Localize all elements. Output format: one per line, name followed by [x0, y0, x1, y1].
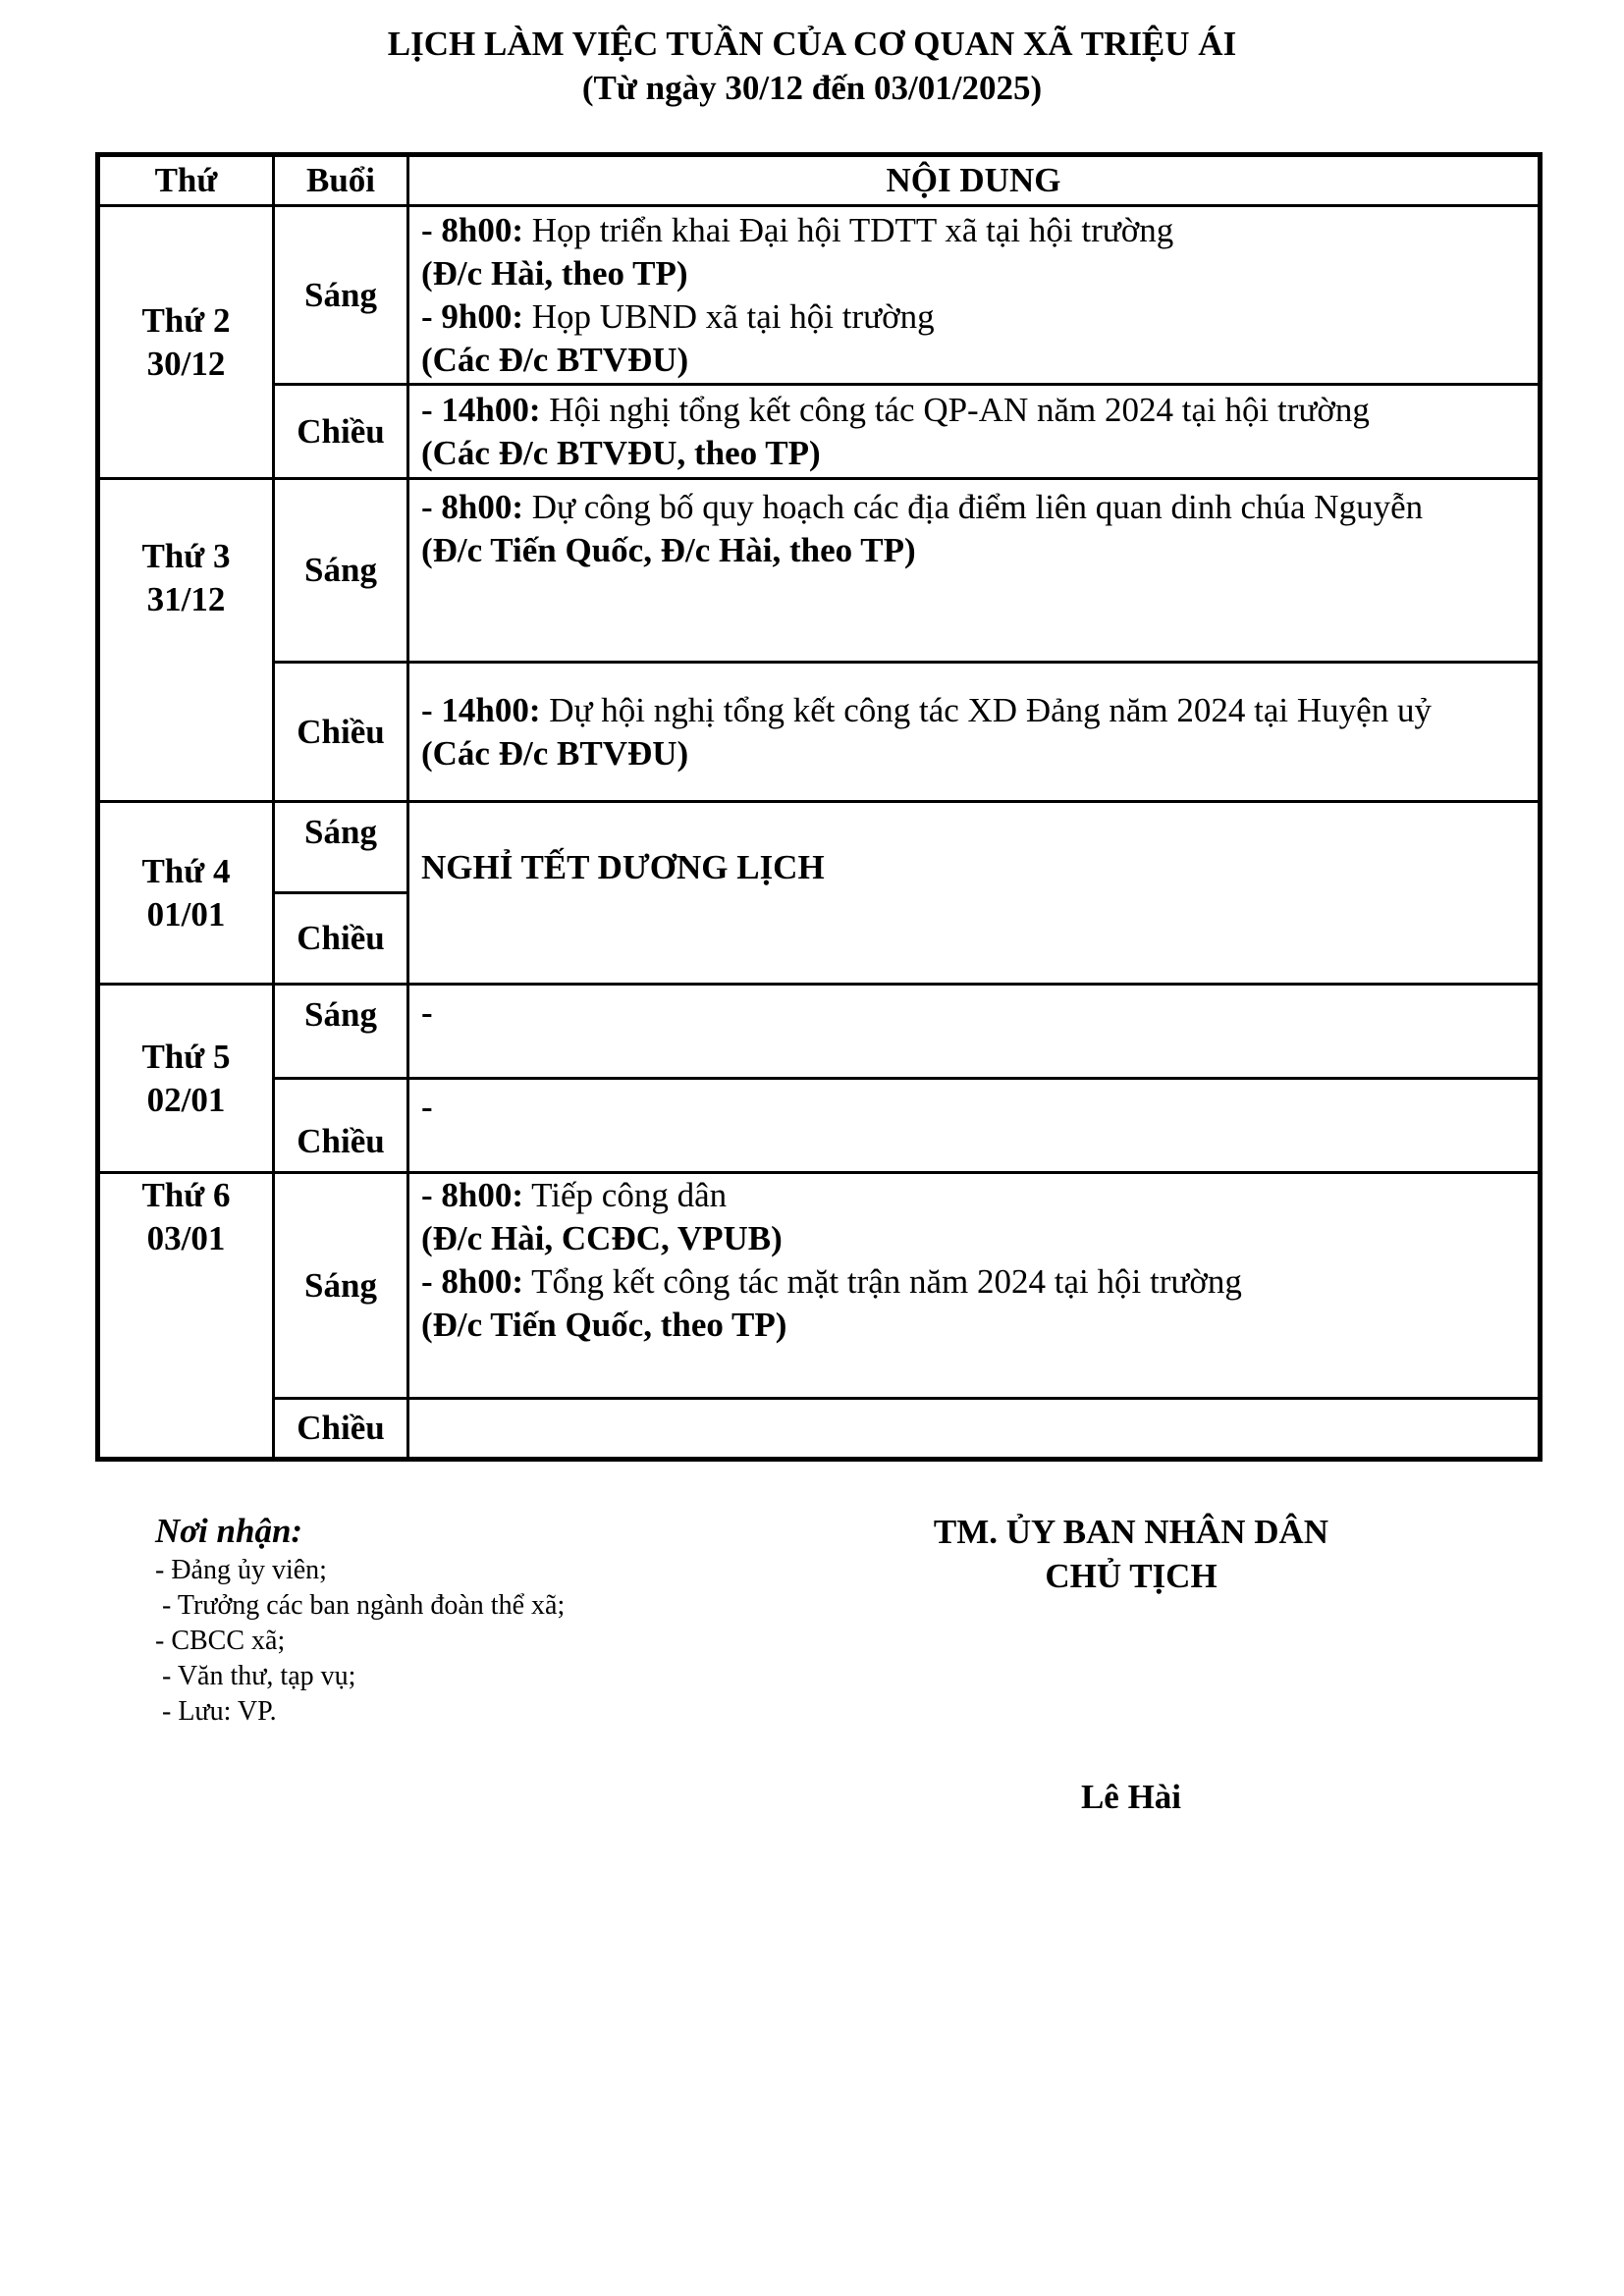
table-row: [98, 663, 1541, 802]
table-header-row: [98, 155, 1541, 206]
session-afternoon: Chiều: [274, 1079, 408, 1173]
agenda-item: - 8h00: Họp triển khai Đại hội TDTT xã tại hội trường: [421, 210, 1174, 249]
column-header-session: Buổi: [274, 155, 408, 206]
day-cell-thursday: [98, 985, 274, 1173]
date-label: 31/12: [146, 580, 226, 618]
session-afternoon: Chiều: [274, 385, 408, 479]
agenda-attendees: (Đ/c Tiến Quốc, theo TP): [421, 1306, 787, 1344]
agenda-attendees: (Đ/c Tiến Quốc, Đ/c Hài, theo TP): [421, 531, 916, 569]
day-cell-wednesday: [98, 802, 274, 985]
weekday-label: Thứ 6: [141, 1176, 231, 1214]
weekday-label: Thứ 3: [141, 537, 231, 575]
content-cell-empty: [408, 1399, 1541, 1460]
agenda-item: - 14h00: Dự hội nghị tổng kết công tác XD Đảng năm 2024 tại Huyện uỷ: [421, 690, 1432, 729]
session-morning: Sáng: [274, 479, 408, 663]
recipient-item: - Lưu: VP.: [155, 1696, 277, 1727]
table-row: [98, 802, 1541, 893]
session-morning: Sáng: [274, 985, 408, 1079]
agenda-item: - 8h00: Tổng kết công tác mặt trận năm 2024 tại hội trường: [421, 1262, 1242, 1301]
session-morning: Sáng: [274, 802, 408, 893]
recipient-item: - Trưởng các ban ngành đoàn thể xã;: [155, 1590, 566, 1621]
day-cell-monday: [98, 206, 274, 479]
session-morning: Sáng: [274, 1173, 408, 1399]
recipient-item: - Văn thư, tạp vụ;: [155, 1661, 356, 1691]
content-cell: [408, 206, 1541, 385]
document-title: LỊCH LÀM VIỆC TUẦN CỦA CƠ QUAN XÃ TRIỆU ÁI: [387, 25, 1237, 63]
recipient-item: - CBCC xã;: [155, 1626, 286, 1656]
table-row: [98, 1399, 1541, 1460]
column-header-content: NỘI DUNG: [408, 155, 1541, 206]
weekday-label: Thứ 2: [141, 300, 231, 340]
content-cell: -: [408, 1079, 1541, 1173]
signature-block: [846, 1510, 1416, 1598]
date-label: 03/01: [146, 1219, 226, 1257]
holiday-notice: NGHỈ TẾT DƯƠNG LỊCH: [421, 848, 825, 886]
content-cell: [408, 479, 1541, 663]
signature-position: CHỦ TỊCH: [1045, 1557, 1218, 1595]
agenda-attendees: (Các Đ/c BTVĐU, theo TP): [421, 433, 821, 472]
date-label: 01/01: [146, 894, 226, 934]
agenda-item: - 9h00: Họp UBND xã tại hội trường: [421, 296, 935, 336]
weekday-label: Thứ 4: [141, 851, 231, 890]
agenda-attendees: (Đ/c Hài, CCĐC, VPUB): [421, 1219, 783, 1257]
agenda-attendees: (Các Đ/c BTVĐU): [421, 340, 689, 379]
signer-name: Lê Hài: [1080, 1778, 1182, 1816]
table-row: [98, 985, 1541, 1079]
content-cell: [408, 1173, 1541, 1399]
schedule-table: [95, 152, 1543, 1462]
recipient-item: - Đảng ủy viên;: [155, 1555, 327, 1585]
day-cell-tuesday: [98, 479, 274, 802]
table-row: [98, 385, 1541, 479]
document-subtitle: (Từ ngày 30/12 đến 03/01/2025): [581, 69, 1043, 107]
agenda-item: - 8h00: Tiếp công dân: [421, 1176, 728, 1214]
signature-org: TM. ỦY BAN NHÂN DÂN: [933, 1513, 1329, 1551]
content-cell-holiday: [408, 802, 1541, 985]
recipients-block: [155, 1510, 565, 1730]
session-afternoon: Chiều: [274, 893, 408, 985]
session-afternoon: Chiều: [274, 663, 408, 802]
table-row: [98, 1079, 1541, 1173]
agenda-attendees: (Đ/c Hài, theo TP): [421, 253, 688, 293]
session-morning: Sáng: [274, 206, 408, 385]
agenda-attendees: (Các Đ/c BTVĐU): [421, 733, 689, 773]
agenda-item: - 14h00: Hội nghị tổng kết công tác QP-AN năm 2024 tại hội trường: [421, 390, 1370, 429]
date-label: 30/12: [146, 344, 226, 383]
table-row: [98, 479, 1541, 663]
date-label: 02/01: [146, 1080, 226, 1119]
document-title-block: [0, 22, 1624, 110]
content-cell: [408, 385, 1541, 479]
table-row: [98, 206, 1541, 385]
agenda-item: - 8h00: Dự công bố quy hoạch các địa điểm liên quan dinh chúa Nguyễn: [421, 488, 1424, 526]
column-header-day: Thứ: [98, 155, 274, 206]
recipients-heading: Nơi nhận:: [155, 1512, 303, 1550]
content-cell: [408, 663, 1541, 802]
session-afternoon: Chiều: [274, 1399, 408, 1460]
table-row: [98, 1173, 1541, 1399]
content-cell: -: [408, 985, 1541, 1079]
weekday-label: Thứ 5: [141, 1037, 231, 1076]
day-cell-friday: [98, 1173, 274, 1460]
